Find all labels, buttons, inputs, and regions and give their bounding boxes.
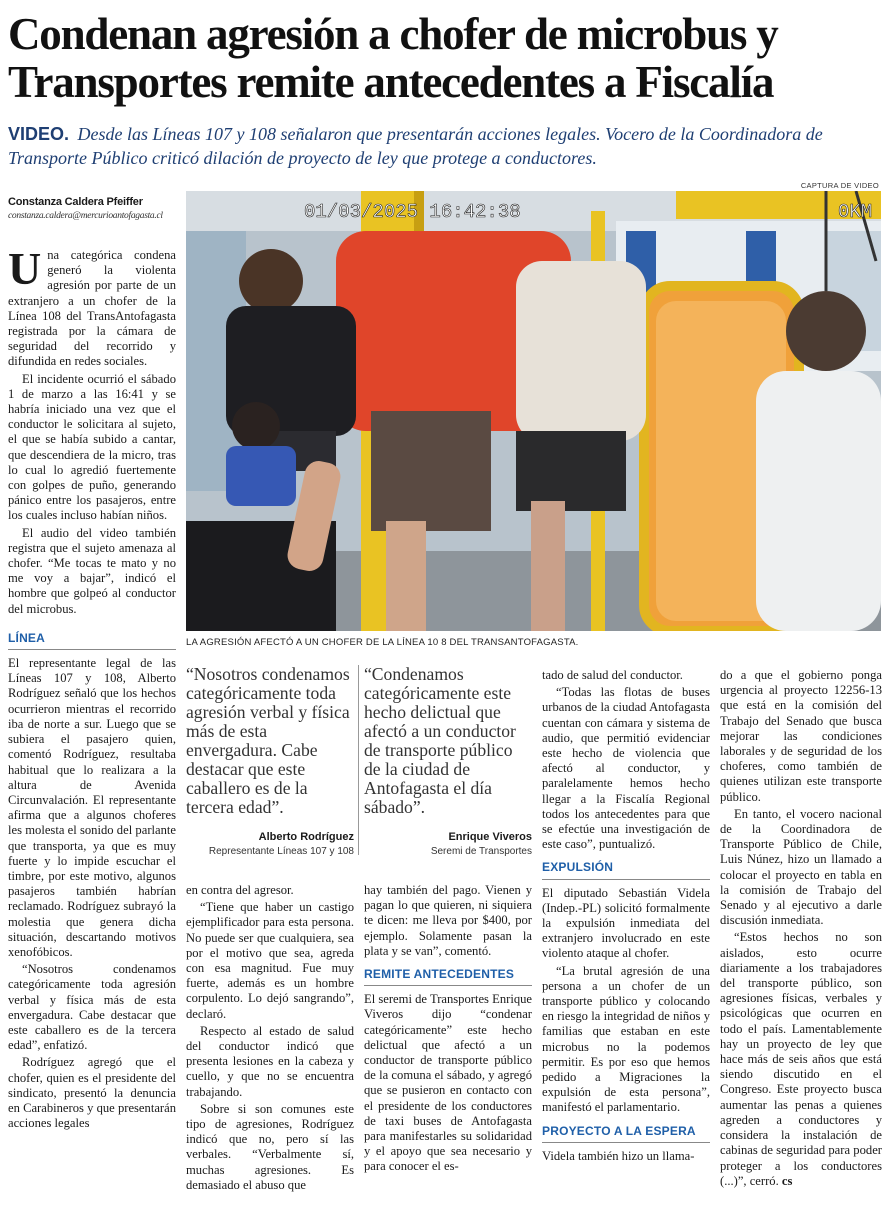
col2-paragraph-1: en contra del agresor.	[186, 883, 294, 897]
pull-quote-2-role: Seremi de Transportes	[430, 846, 532, 857]
col1-paragraph-1: Una categórica condena generó la violenta agresión por parte de un extranjero a un chofer de la Línea 108 del TransAntofagasta registrada por la cámara de seguridad del recorrido y difundida en redes sociales.	[8, 243, 176, 369]
col3-paragraph-1: hay también del pago. Vienen y pagan lo que quieren, ni siquiera te dicen: me lleva por $400, por ejemplo. Solamente pasan la plata y se van”, comentó.	[364, 883, 532, 958]
photo-credit: CAPTURA DE VIDEO	[800, 181, 879, 190]
dropcap: U	[8, 243, 42, 294]
lead-text: Desde las Líneas 107 y 108 señalaron que presentarán acciones legales. Vocero de la Coordinadora de Transporte Público criticó dilación de proyecto de ley que protege a conductores.	[8, 124, 823, 168]
author-name: Constanza Caldera Pfeiffer	[8, 196, 143, 208]
section-rule	[364, 985, 532, 986]
pull-quote-1	[186, 665, 354, 857]
byline	[8, 196, 188, 221]
col4-paragraph-3: El diputado Sebastián Videla (Indep.-PL) solicitó formalmente la expulsión inmediata del extranjero involucrado en este violento ataque al chofer.	[542, 885, 710, 961]
col1-paragraph-3: El audio del video también registra que el sujeto amenaza al chofer. “Me tocas te mato y no me voy a bajar”, indicó el hombre que golpeó al conductor del microbus.	[8, 525, 176, 616]
section-rule	[8, 649, 176, 650]
col2-paragraph-4: Sobre si son comunes este tipo de agresiones, Rodríguez indicó que no, pero sí las verbales. “Verbalmente sí, muchas agresiones. Es demasiado el abuso que	[186, 1101, 354, 1192]
col4-paragraph-1: tado de salud del conductor.	[542, 668, 683, 682]
bus-interior-scene	[186, 191, 881, 631]
column-5	[720, 668, 882, 1191]
quote-divider	[358, 665, 359, 855]
section-rule	[542, 879, 710, 880]
col2-paragraph-2: “Tiene que haber un castigo ejemplificador para esta persona. No puede ser que cualquiera, sea por el motivo que sea, agreda con esa magnitud. Fue muy fuerte, además es un hombre corpulento. Lo dejó sangrando”, declaró.	[186, 900, 354, 1021]
column-3	[364, 883, 532, 1177]
pull-quote-2-name: Enrique Viveros	[448, 831, 532, 843]
pull-quote-2-text: “Condenamos categóricamente este hecho delictual que afectó a un conductor de transporte público de la ciudad de Antofagasta el día sábado”.	[364, 664, 516, 817]
headline: Condenan agresión a chofer de microbus y Transportes remite antecedentes a Fiscalía	[8, 9, 778, 107]
column-1	[8, 243, 176, 1133]
lead-tag: VIDEO.	[8, 124, 70, 144]
col4-paragraph-5: Videla también hizo un llama-	[542, 1148, 695, 1163]
section-rule	[542, 1142, 710, 1143]
video-timestamp: 01/03/2025 16:42:38	[304, 201, 521, 223]
author-email[interactable]: constanza.caldera@mercurioantofagasta.cl	[8, 211, 163, 221]
column-4	[542, 668, 710, 1166]
col4-paragraph-2: “Todas las flotas de buses urbanos de la ciudad Antofagasta cuentan con cámara y sistema de audio, que permitió evidenciar este hecho de violencia que afectó al conductor, y paralelamente hemos hecho llegar a la Fiscalía Regional todos los antecedentes para que se efectúe una investigación de este caso”, puntualizó.	[542, 685, 710, 852]
lead-paragraph	[8, 122, 880, 170]
col1-paragraph-5: “Nosotros condenamos categóricamente toda agresión verbal y física más de esta envergadura. Cabe destacar que este caballero es de la tercera edad”, enfatizó.	[8, 962, 176, 1053]
col2-paragraph-3: Respecto al estado de salud del conductor indicó que presenta lesiones en la cabeza y cuello, y que no se encuentra trabajando.	[186, 1023, 354, 1099]
col4-paragraph-4: “La brutal agresión de una persona a un chofer de un transporte público y colocando en riesgo la integridad de niños y familias que estaban en este microbus no la podemos permitir. Es por eso que hemos pedido a Migraciones la expulsión de esta persona”, manifestó el parlamentario.	[542, 963, 710, 1115]
col1-paragraph-4: El representante legal de las Líneas 107 y 108, Alberto Rodríguez señaló que los hechos ocurrieron mientras el recorrido iba de norte a sur. Luego que se subiera el pasajero quien, comentó Rodríguez, resultaba habitual que lo realizara a la altura de Avenida Circunvalación. El representante afirma que a algunos choferes les molesta el sonido del parlante que transporta, ya que es muy fuerte y lo impide escuchar el timbre, por este motivo, algunos pasajeros también habrían reclamado. Rodríguez subrayó la molestia que genera dicha situación, descartando motivos xenofóbicos.	[8, 656, 176, 959]
pull-quote-1-name: Alberto Rodríguez	[258, 831, 354, 843]
col5-paragraph-3: “Estos hechos no son aislados, esto ocurre diariamente a los trabajadores del transporte público, son agresiones físicas, verbales y psicológicas que ocurren en todo el país. Lamentablemente hay un proyecto de ley que hace más de seis años que está siendo discutido en el Congreso. Este proyecto busca aumentar las penas a quienes agreden a conductores y considera la instalación de cabinas de seguridad para poder proteger a los conductores (...)”, cerró. cs	[720, 930, 882, 1188]
section-head-expulsion: EXPULSIÓN	[542, 860, 614, 875]
col5-paragraph-2: En tanto, el vocero nacional de la Coordinadora de Transporte Público de Chile, Luis Núnez, hizo un llamado a colocar el proyecto en tabla en la comisión de Trabajo del Senado y al ejecutivo a darle discusión inmediata.	[720, 806, 882, 928]
section-head-remite: REMITE ANTECEDENTES	[364, 967, 515, 982]
section-head-proyecto: PROYECTO A LA ESPERA	[542, 1123, 696, 1138]
video-speed: 0KM	[838, 201, 873, 223]
section-head-linea: LÍNEA	[8, 630, 45, 645]
col5-paragraph-1: do a que el gobierno ponga urgencia al proyecto 12256-13 que está en la comisión del Trabajo del Senado que busca mejorar las condiciones laborales y de seguridad de los choferes, como también de quienes utilizan este transporte público.	[720, 668, 882, 804]
end-mark-icon: cs	[781, 1173, 793, 1188]
col1-paragraph-2: El incidente ocurrió el sábado 1 de marzo a las 16:41 y se habría iniciado una vez que el conductor le solicitara al sujeto, el que se había subido a cantar, que descendiera de la micro, tras lo cual lo agredió fuertemente con golpes de puño, generando pánico entre los pasajeros, entre los cuales incluso habían niños.	[8, 371, 176, 523]
col3-paragraph-2: El seremi de Transportes Enrique Viveros dijo “condenar categóricamente” este hecho delictual que afectó a un conductor de transporte público de la comuna el sábado, y agregó que se pusieron en contacto con el presidente de los conductores de taxi buses de Antofagasta para manifestarles su solidaridad y el apoyo que sea necesario y para conocer el es-	[364, 992, 532, 1174]
news-photo	[186, 191, 881, 631]
pull-quote-1-text: “Nosotros condenamos categóricamente toda agresión verbal y física más de esta envergadura. Cabe destacar que este caballero es de la tercera edad”.	[186, 664, 350, 817]
pull-quote-1-role: Representante Líneas 107 y 108	[208, 846, 354, 857]
col1-paragraph-6: Rodríguez agregó que el chofer, quien es el presidente del sindicato, presentó la denuncia en Carabineros y que presentarán acciones legales	[8, 1055, 176, 1131]
pull-quote-2	[364, 665, 532, 857]
column-2	[186, 883, 354, 1195]
photo-caption: LA AGRESIÓN AFECTÓ A UN CHOFER DE LA LÍNEA 10 8 DEL TRANSANTOFAGASTA.	[186, 637, 579, 648]
